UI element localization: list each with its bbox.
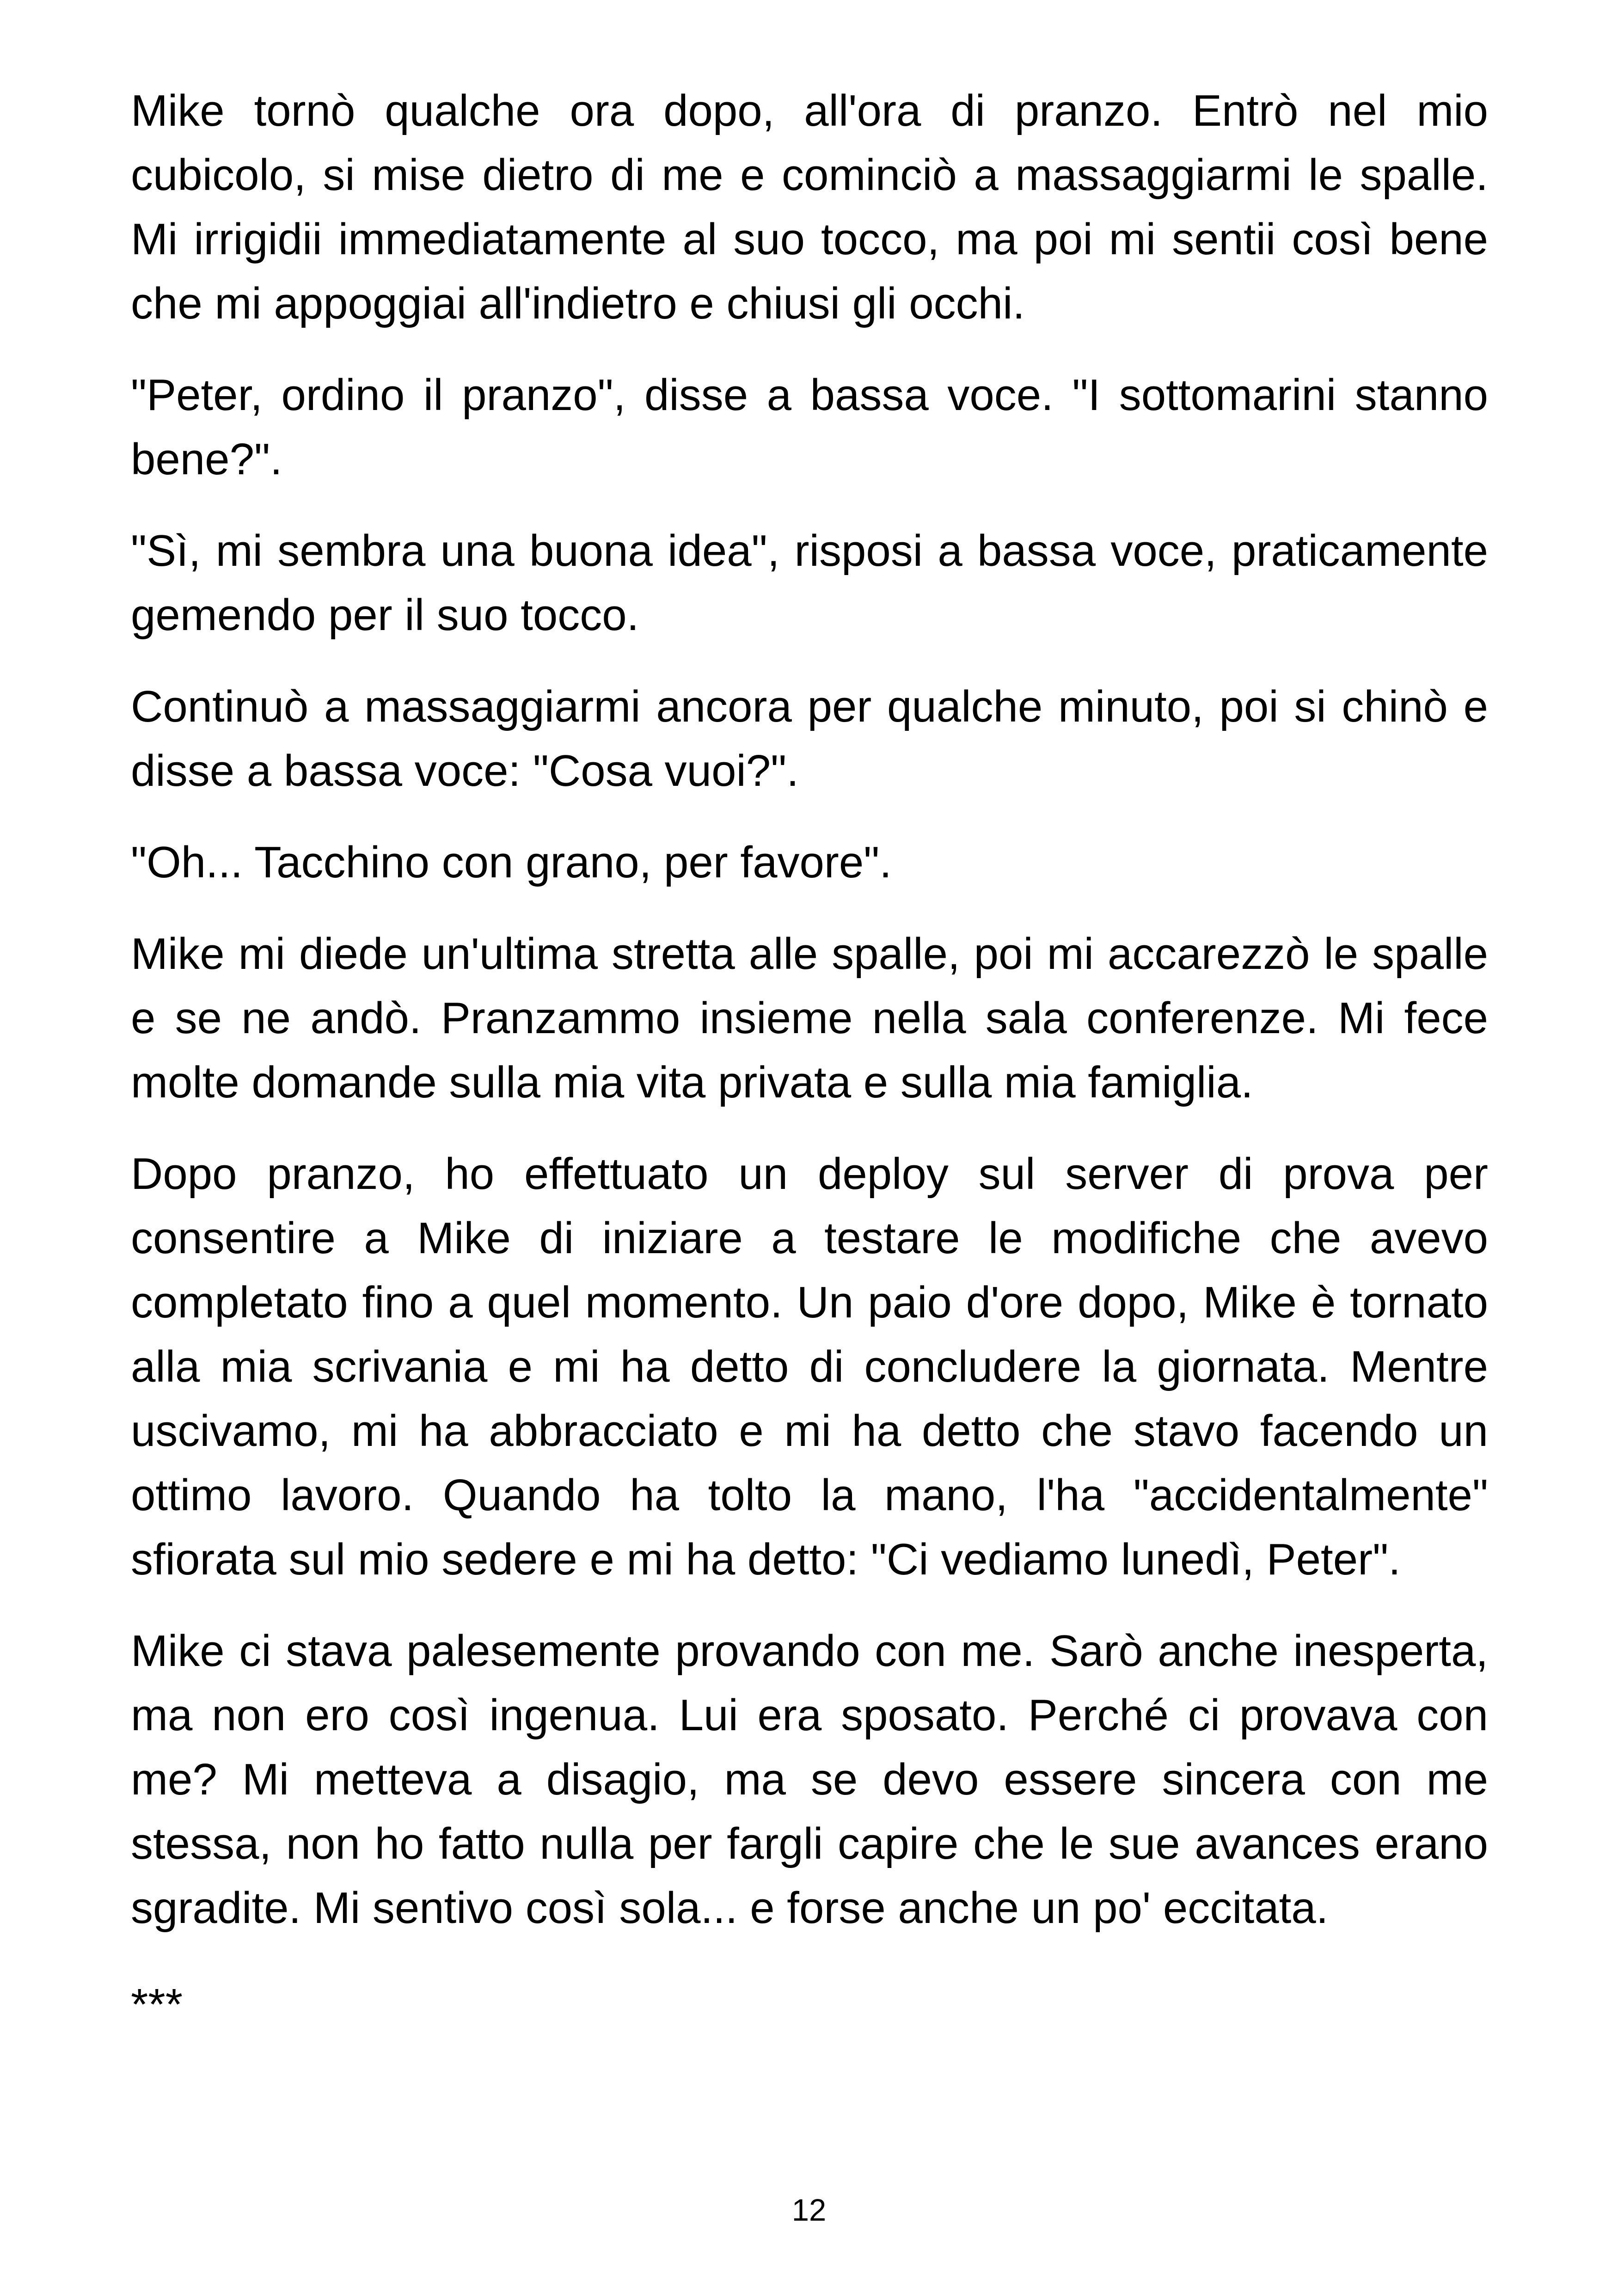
paragraph-2: "Peter, ordino il pranzo", disse a bassa voce. "I sottomarini stanno bene?".: [131, 370, 1488, 484]
paragraph-3: "Sì, mi sembra una buona idea", risposi a bassa voce, praticamente gemendo per il suo tocco.: [131, 526, 1488, 640]
page-number: 12: [791, 2193, 827, 2228]
scene-separator: ***: [131, 1980, 183, 2029]
body-text: [131, 79, 1488, 2037]
paragraph-5: "Oh... Tacchino con grano, per favore".: [131, 838, 892, 887]
paragraph-4: Continuò a massaggiarmi ancora per qualche minuto, poi si chinò e disse a bassa voce: "Cosa vuoi?".: [131, 682, 1488, 796]
paragraph-6: Mike mi diede un'ultima stretta alle spalle, poi mi accarezzò le spalle e se ne andò. Pranzammo insieme nella sala conferenze. Mi fece molte domande sulla mia vita privata e sulla mia famiglia.: [131, 929, 1488, 1107]
paragraph-7: Dopo pranzo, ho effettuato un deploy sul server di prova per consentire a Mike di iniziare a testare le modifiche che avevo completato fino a quel momento. Un paio d'ore dopo, Mike è tornato alla mia scrivania e mi ha detto di concludere la giornata. Mentre uscivamo, mi ha abbracciato e mi ha detto che stavo facendo un ottimo lavoro. Quando ha tolto la mano, l'ha "accidentalmente" sfiorata sul mio sedere e mi ha detto: "Ci vediamo lunedì, Peter".: [131, 1149, 1488, 1584]
paragraph-1: Mike tornò qualche ora dopo, all'ora di pranzo. Entrò nel mio cubicolo, si mise dietro di me e cominciò a massaggiarmi le spalle. Mi irrigidii immediatamente al suo tocco, ma poi mi sentii così bene che mi appoggiai all'indietro e chiusi gli occhi.: [131, 86, 1488, 328]
paragraph-8: Mike ci stava palesemente provando con me. Sarò anche inesperta, ma non ero così ingenua. Lui era sposato. Perché ci provava con me? Mi metteva a disagio, ma se devo essere sincera con me stessa, non ho fatto nulla per fargli capire che le sue avances erano sgradite. Mi sentivo così sola... e forse anche un po' eccitata.: [131, 1626, 1488, 1933]
